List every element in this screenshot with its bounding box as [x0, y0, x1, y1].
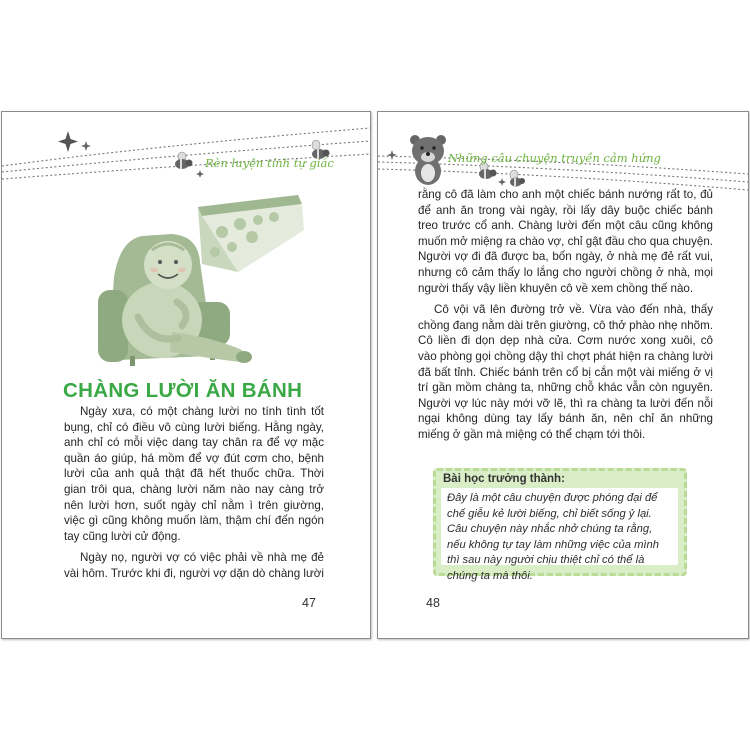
lesson-box: [433, 468, 687, 582]
paragraph: rằng cô đã làm cho anh một chiếc bánh nướng rất to, đủ để anh ăn trong vài ngày, rồi lấy dây buộc chiếc bánh treo trước cổ anh. Chàng lười đến một câu cũng không muốn mở miệng ra chào vợ, chỉ gật đầu cho qua chuyện. Người vợ đi đã được ba, bốn ngày, ở nhà mẹ đẻ rất vui, nhưng cô cảm thấy lo lắng cho người chồng ở nhà, mọi người thấy vậy liền khuyên cô về xem chồng thế nào.: [418, 188, 713, 295]
bee-icon: [510, 170, 525, 187]
page-number: 47: [302, 596, 316, 610]
header-title: Rèn luyện tính tự giác: [205, 156, 334, 170]
left-page: [1, 111, 371, 639]
paragraph: Ngày xưa, có một chàng lười no tính tình tốt bụng, chỉ có điều vô cùng lười biếng. Hằng ngày, anh chỉ có mỗi việc dang tay chân ra để vợ mặc quần áo giúp, há mồm để vợ đút cơm cho, bệnh lười của anh quả thật đã hết thuốc chữa. Thời gian trôi qua, chàng lười năm nào nay càng trở nên lười hơn, suốt ngày chỉ nằm ì trên giường, việc gì cũng không muốn làm, thậm chí đến ngón tay cũng lười cử động.: [64, 405, 324, 543]
paragraph: Ngày nọ, người vợ có việc phải về nhà mẹ đẻ vài hôm. Trước khi đi, người vợ dặn dò chàng lười: [64, 551, 324, 580]
sparkle-icon: [387, 150, 397, 160]
pie-illustration: [198, 195, 304, 272]
paragraph: Cô vội vã lên đường trở về. Vừa vào đến nhà, thấy chồng đang nằm dài trên giường, cô thở phào nhẹ nhõm. Cô liền đi dọn dẹp nhà cửa. Cơm nước xong xuôi, cô vào phòng gọi chồng dậy thì chợt phát hiện ra chàng lười đã bất tỉnh. Chiếc bánh trên cổ bị cắn một vài miếng ở vị trí gần mồm chàng ta, những chỗ khác vẫn còn nguyên. Người vợ lúc này mới vỡ lẽ, thì ra chàng ta lười đến nỗi ngại không dùng tay lấy bánh ăn, nên chỉ ăn những miếng ở gần mà miệng có thể chạm tới thôi.: [418, 303, 713, 441]
page-number: 48: [426, 596, 440, 610]
chapter-title: CHÀNG LƯỜI ĂN BÁNH: [63, 379, 303, 402]
lazy-man-illustration: [2, 112, 370, 382]
header-title: Những câu chuyện truyền cảm hứng: [448, 151, 661, 165]
lesson-title: Bài học trưởng thành:: [443, 473, 565, 485]
story-text: [418, 187, 713, 449]
lesson-content: [441, 488, 678, 582]
bear-icon: [410, 135, 446, 185]
right-page: [377, 111, 749, 639]
sparkle-icon: [498, 178, 506, 186]
story-text: [64, 404, 324, 588]
lesson-text: Đây là một câu chuyện được phóng đại để chế giễu kẻ lười biếng, chỉ biết sống ỷ lại. Câu chuyện này nhắc nhở chúng ta rằng, nếu không tự tay làm những việc của mình thì sau này người chịu thiệt chỉ có thể là chúng ta mà thôi.: [447, 492, 659, 582]
